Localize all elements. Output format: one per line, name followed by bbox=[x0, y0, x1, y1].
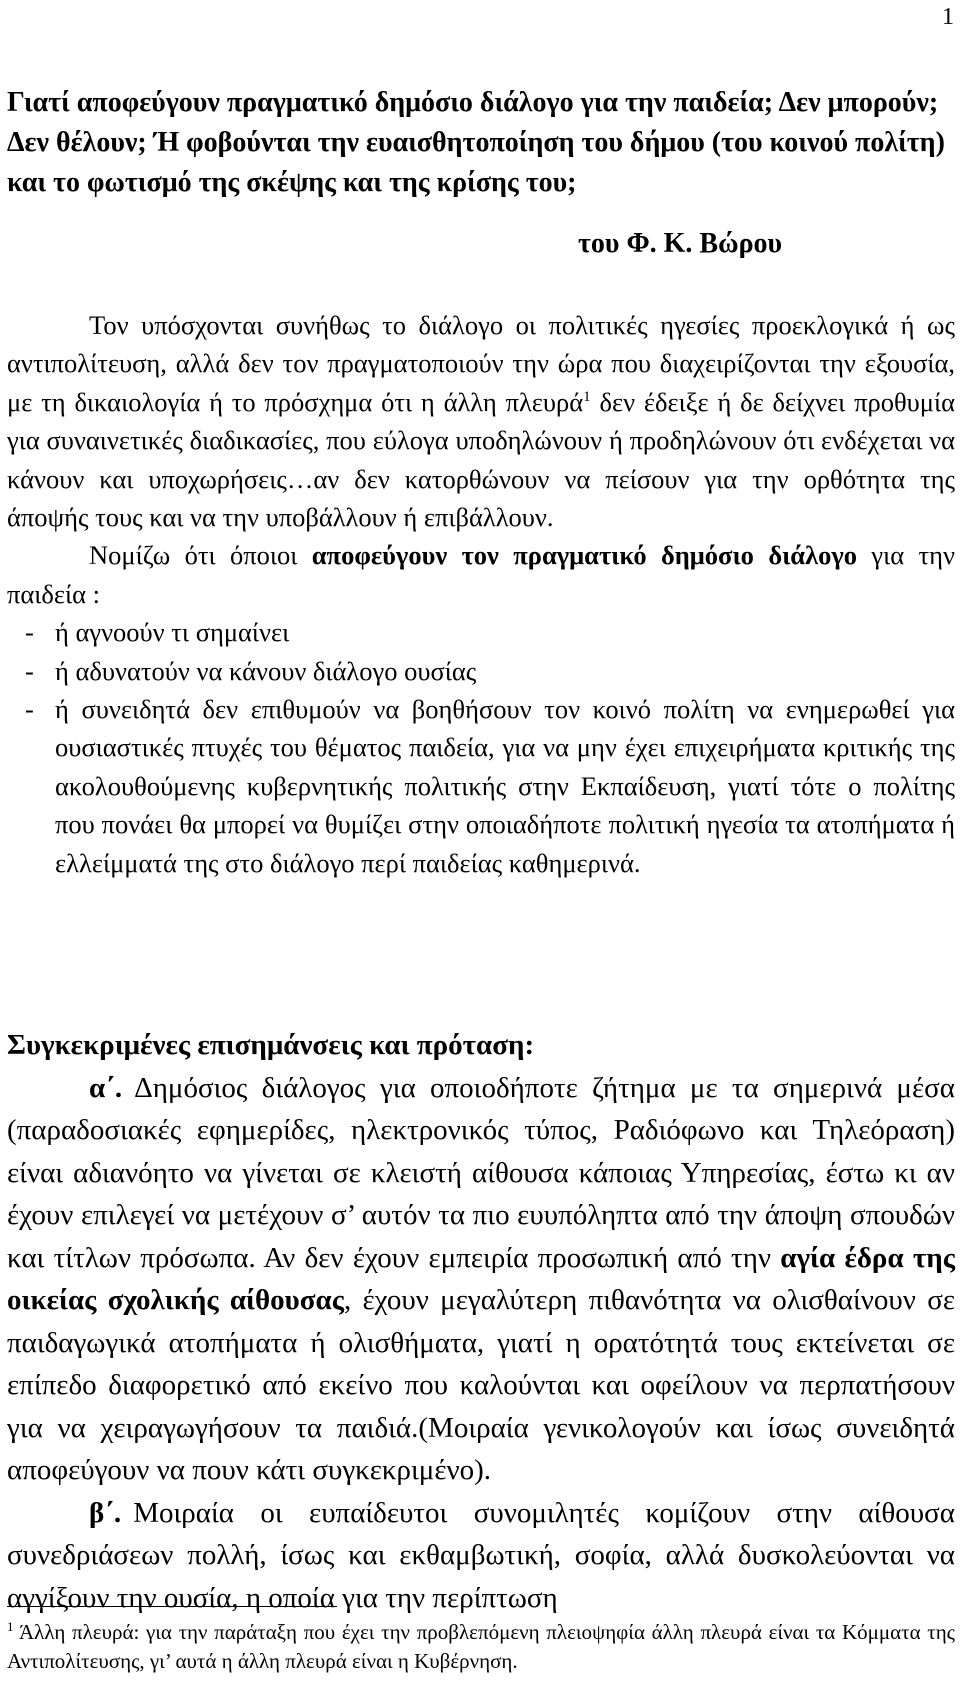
document-body-continued bbox=[7, 1024, 955, 1619]
document-body bbox=[7, 306, 955, 882]
document-title: Γιατί αποφεύγουν πραγματικό δημόσιο διάλογο για την παιδεία; Δεν μπορούν; Δεν θέλουν; Ή φοβούνται την ευαισθητοποίηση του δήμου (του κοινού πολίτη) και το φωτισμό της σκέψης και της κρίσης του; bbox=[7, 87, 945, 198]
paragraph-intro-text-a: Τον υπόσχονται συνήθως το διάλογο οι πολιτικές ηγεσίες προεκλογικά ή ως αντιπολίτευση, αλλά δεν τον πραγματοποιούν την ώρα που διαχειρίζονται την εξουσία, με τη δικαιολογία ή το πρόσχημα ότι η άλλη πλευρά bbox=[7, 310, 955, 417]
paragraph-alpha bbox=[7, 1067, 955, 1492]
bullet-dash: - bbox=[25, 617, 34, 648]
paragraph-intro bbox=[7, 306, 955, 536]
paragraph-beta-text: Μοιραία οι ευπαίδευτοι συνομιλητές κομίζουν στην αίθουσα συνεδριάσεων πολλή, ίσως και εκθαμβωτική, σοφία, αλλά δυσκολεύονται να αγγίξουν την ουσία, η οποία για την περίπτωση bbox=[7, 1496, 955, 1614]
footnote bbox=[7, 1618, 955, 1675]
paragraph-beta bbox=[7, 1492, 955, 1620]
list-item bbox=[7, 690, 955, 882]
footnote-number: 1 bbox=[7, 1619, 14, 1634]
list-item-text: ή συνειδητά δεν επιθυμούν να βοηθήσουν τον κοινό πολίτη να ενημερωθεί για ουσιαστικές πτυχές του θέματος παιδεία, για να μην έχει επιχειρήματα κριτικής της ακολουθούμενης κυβερνητικής πολιτικής στην Εκπαίδευση, γιατί τότε ο πολίτης που πονάει θα μπορεί να θυμίζει στην οποιαδήποτε πολιτική ηγεσία τα ατοπήματα ή ελλείμματά της στο διάλογο περί παιδείας καθημερινά. bbox=[55, 694, 955, 878]
paragraph-opinion-text-a: Νομίζω ότι όποιοι bbox=[89, 540, 312, 571]
paragraph-alpha-emphasis: αγία έδρα της οικείας σχολικής αίθουσας bbox=[7, 1241, 955, 1316]
list-item-text: ή αγνοούν τι σημαίνει bbox=[55, 617, 290, 648]
paragraph-opinion bbox=[7, 536, 955, 613]
list-item-text: ή αδυνατούν να κάνουν διάλογο ουσίας bbox=[55, 655, 477, 686]
page-number: 1 bbox=[942, 4, 954, 30]
author-line: του Φ. Κ. Βώρου bbox=[578, 228, 783, 259]
bullet-dash: - bbox=[25, 655, 34, 686]
paragraph-alpha-text-b: , έχουν μεγαλύτερη πιθανότητα να ολισθαίνουν σε παιδαγωγικά ατοπήματα ή ολισθήματα, γιατί η ορατότητά τους εκτείνεται σε επίπεδο διαφορετικό από εκείνο που καλούνται και οφείλουν να περπατήσουν για να χειραγωγήσουν τα παιδιά.(Μοιραία γενικολογούν και ίσως συνειδητά αποφεύγουν να πουν κάτι συγκεκριμένο). bbox=[7, 1284, 955, 1486]
footnote-reference[interactable]: 1 bbox=[583, 388, 591, 405]
list-item bbox=[7, 613, 955, 651]
paragraph-opinion-text-b: για την παιδεία : bbox=[7, 540, 955, 609]
paragraph-alpha-text-a: Δημόσιος διάλογος για οποιοδήποτε ζήτημα με τα σημερινά μέσα (παραδοσιακές εφημερίδες, ηλεκτρονικός τύπος, Ραδιόφωνο και Τηλεόραση) είναι αδιανόητο να γίνεται σε κλειστή αίθουσα κάποιας Υπηρεσίας, έστω κι αν έχουν επιλεγεί να μετέχουν σ’ αυτόν τα πιο ευυπόληπτα από την άποψη σπουδών και τίτλων πρόσωπα. Αν δεν έχουν εμπειρία προσωπική από την bbox=[7, 1071, 955, 1274]
paragraph-opinion-emphasis: αποφεύγουν τον πραγματικό δημόσιο διάλογο bbox=[311, 540, 857, 571]
list-item bbox=[7, 652, 955, 690]
paragraph-alpha-label: α΄. bbox=[89, 1071, 123, 1104]
paragraph-beta-label: β΄. bbox=[89, 1496, 122, 1529]
bullet-dash: - bbox=[25, 694, 34, 725]
paragraph-intro-text-b: δεν έδειξε ή δε δείχνει προθυμία για συναινετικές διαδικασίες, που εύλογα υποδηλώνουν ή προδηλώνουν ότι ενδέχεται να κάνουν και υποχωρήσεις…αν δεν κατορθώνουν να πείσουν για την ορθότητα της άποψής τους και να την υποβάλλουν ή επιβάλλουν. bbox=[7, 386, 955, 533]
footnote-text: Άλλη πλευρά: για την παράταξη που έχει την προβλεπόμενη πλειοψηφία άλλη πλευρά είναι τα Κόμματα της Αντιπολίτευσης, γι’ αυτά η άλλη πλευρά είναι η Κυβέρνηση. bbox=[7, 1620, 955, 1673]
section-heading: Συγκεκριμένες επισημάνσεις και πρόταση: bbox=[7, 1029, 535, 1061]
footnote-separator bbox=[7, 1606, 337, 1607]
reasons-list bbox=[7, 613, 955, 882]
